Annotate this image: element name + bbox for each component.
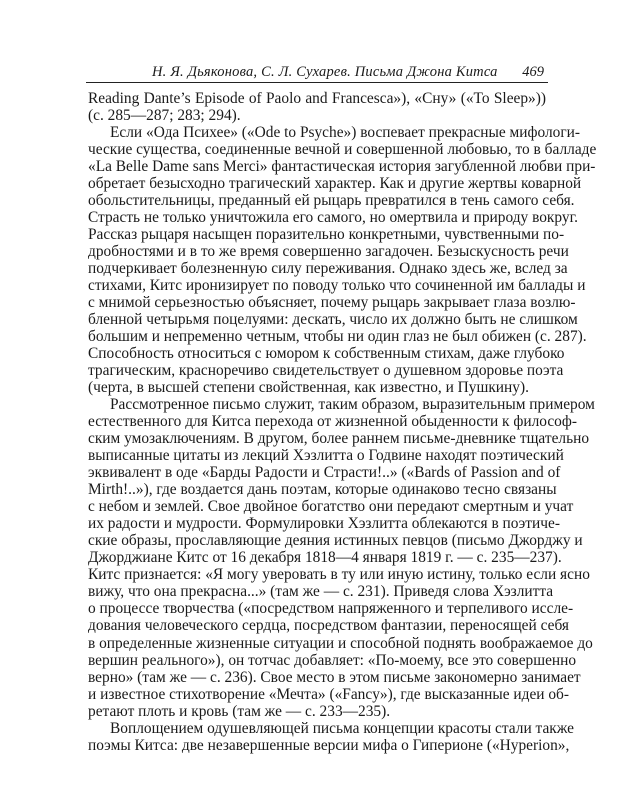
text-line: выписанные цитаты из лекций Хэзлитта о Годвине находят поэтический [88, 447, 564, 465]
text-line: их радости и мудрости. Формулировки Хэзлитта облекаются в поэтиче- [88, 515, 560, 533]
text-line: Страсть не только уничтожила его самого, но омертвила и природу вокруг. [88, 209, 579, 227]
text-line: о процессе творчества («посредством напряженного и терпеливого иссле- [88, 600, 574, 618]
text-line: Reading Dante’s Episode of Paolo and Francesca»), «Сну» («To Sleep»)) [88, 90, 546, 107]
text-line: верно» (там же — с. 236). Свое место в этом письме закономерно занимает [88, 668, 581, 686]
text-line: подчеркивает болезненную силу переживания. Однако здесь же, вслед за [88, 260, 568, 278]
running-head-title: Н. Я. Дьяконова, С. Л. Сухарев. Письма Джона Китса [152, 64, 498, 80]
text-line: с небом и землей. Свое двойное богатство они передают смертным и учат [88, 498, 574, 516]
text-line: вершин реального»), он тотчас добавляет: «По-моему, все это совершенно [88, 651, 577, 669]
text-line: Если «Ода Психее» («Ode to Psyche») воспевает прекрасные мифологи- [110, 124, 580, 142]
text-line: ческие существа, соединенные вечной и совершенной любовью, то в балладе [88, 141, 597, 159]
text-line: эквивалент в оде «Барды Радости и Страсти!..» («Bards of Passion and of [88, 464, 561, 482]
text-line: Воплощением одушевляющей письма концепции красоты стали также [110, 719, 575, 737]
text-line: Джорджиане Китс от 16 декабря 1818—4 января 1819 г. — с. 235—237). [88, 549, 562, 567]
text-line: Рассказ рыцаря насыщен поразительно конкретными, чувственными по- [88, 226, 565, 244]
text-line: обольстительницы, преданный ей рыцарь превратился в тень самого себя. [88, 192, 575, 210]
text-line: ские образы, прославляющие деяния истинных певцов (письмо Джорджу и [88, 532, 583, 550]
text-line: дробностями и в то же время совершенно загадочен. Безыскусность речи [88, 243, 569, 261]
body-text [88, 90, 597, 754]
text-line: (черта, в высшей степени свойственная, как известно, и Пушкину). [88, 379, 529, 397]
text-line: «La Belle Dame sans Merci» фантастическая история загубленной любви при- [88, 158, 596, 176]
text-line: (с. 285—287; 283; 294). [88, 107, 241, 125]
text-line: Китс признается: «Я могу уверовать в ту или иную истину, только если ясно [88, 566, 590, 584]
text-line: в определенные жизненные ситуации и способной поднять воображаемое до [88, 634, 593, 652]
text-line: и известное стихотворение «Мечта» («Fancy»), где высказанные идеи об- [88, 685, 570, 703]
text-line: большим и непременно четным, чтобы ни один глаз не был обижен (с. 287). [88, 328, 587, 346]
page-number: 469 [522, 64, 544, 80]
text-line: ским умозаключениям. В другом, более раннем письме-дневнике тщательно [88, 430, 590, 448]
text-line: стихами, Китс иронизирует по поводу только что сочиненной им баллады и [88, 277, 586, 295]
text-line: естественного для Китса перехода от жизненной обыденности к философ- [88, 413, 577, 431]
text-line: с мнимой серьезностью объясняет, почему рыцарь закрывает глаза возлю- [88, 294, 576, 312]
text-line: обретает безысходно трагический характер. Как и другие жертвы коварной [88, 175, 582, 193]
text-line: Mirth!..»), где воздается дань поэтам, которые одинаково тесно связаны [88, 481, 557, 499]
running-head [86, 62, 548, 83]
text-line: дования человеческого сердца, посредством фантазии, переносящей себя [88, 617, 569, 635]
text-line: ретают плоть и кровь (там же — с. 233—235). [88, 702, 391, 720]
text-line: Рассмотренное письмо служит, таким образом, выразительным примером [110, 396, 595, 414]
text-line: Способность относиться с юмором к собственным стихам, даже глубоко [88, 345, 565, 363]
text-line: вижу, что она прекрасна...» (там же — с. 231). Приведя слова Хэзлитта [88, 583, 554, 601]
text-line: бленной четырьмя поцелуями: дескать, число их должно быть не слишком [88, 311, 578, 329]
text-line: поэмы Китса: две незавершенные версии мифа о Гиперионе («Hyperion», [88, 736, 570, 754]
text-line: трагическим, красноречиво свидетельствует о душевном здоровье поэта [88, 362, 564, 380]
